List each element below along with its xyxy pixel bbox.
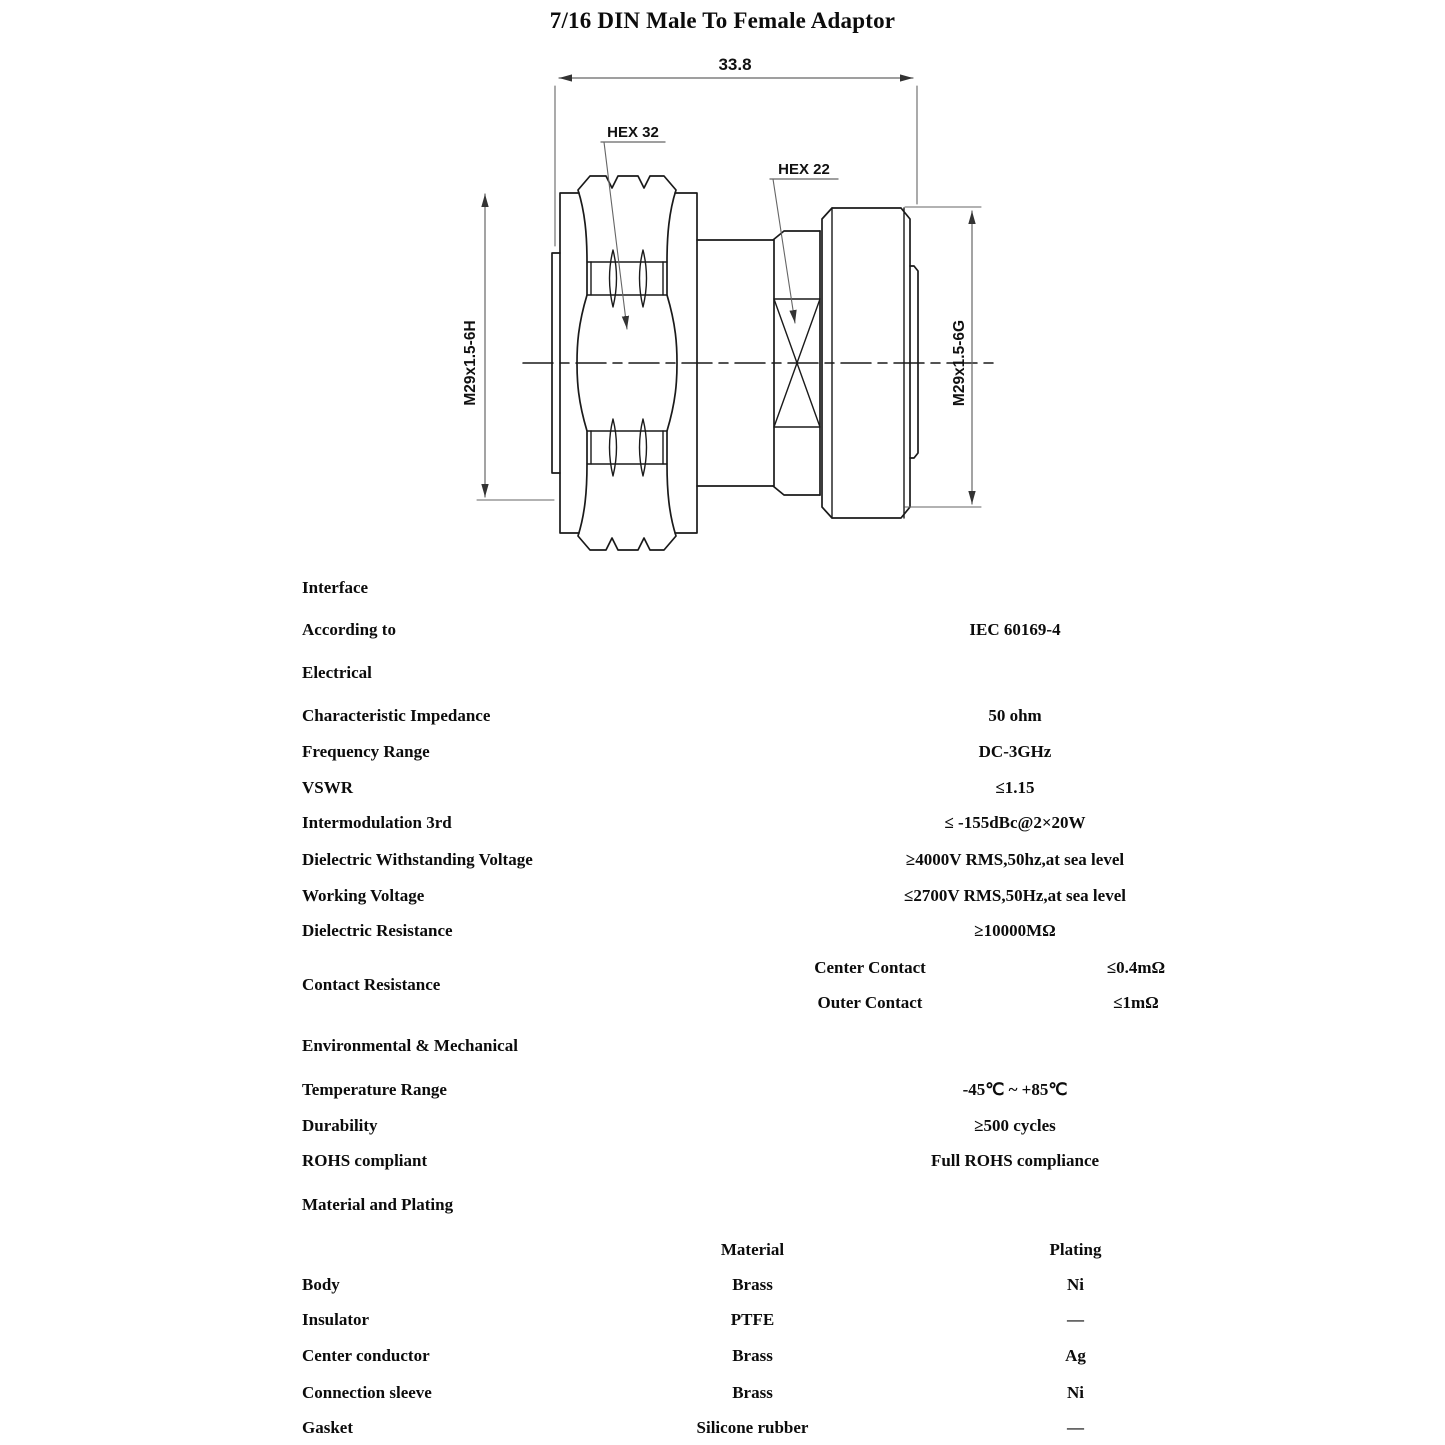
material-row-part: Center conductor [302, 1346, 430, 1365]
dwv-label: Dielectric Withstanding Voltage [302, 850, 533, 869]
dr-value: ≥10000MΩ [974, 921, 1056, 940]
material-row-material: PTFE [730, 1310, 775, 1329]
material-row-plating: — [1067, 1310, 1084, 1329]
section-electrical: Electrical [302, 663, 372, 682]
impedance-value: 50 ohm [988, 706, 1042, 725]
material-row-plating: — [1067, 1418, 1084, 1437]
frequency-label: Frequency Range [302, 742, 430, 761]
contact-resistance-label: Contact Resistance [302, 975, 441, 994]
durability-label: Durability [302, 1116, 378, 1135]
material-row-part: Gasket [302, 1418, 353, 1437]
impedance-label: Characteristic Impedance [302, 706, 491, 725]
vswr-value: ≤1.15 [995, 778, 1035, 797]
material-row-part: Body [302, 1275, 340, 1294]
dr-label: Dielectric Resistance [302, 921, 453, 940]
material-row-part: Insulator [302, 1310, 370, 1329]
center-contact-label: Center Contact [814, 958, 926, 977]
section-material: Material and Plating [302, 1195, 454, 1214]
section-interface: Interface [302, 578, 369, 597]
frequency-value: DC-3GHz [978, 742, 1052, 761]
page-title: 7/16 DIN Male To Female Adaptor [549, 8, 896, 33]
plating-column-header: Plating [1049, 1240, 1102, 1259]
overall-length-dim: 33.8 [718, 55, 752, 74]
durability-value: ≥500 cycles [974, 1116, 1056, 1135]
end-rim [910, 266, 918, 458]
material-row-material: Brass [732, 1275, 773, 1294]
material-row-material: Brass [732, 1346, 773, 1365]
rohs-label: ROHS compliant [302, 1151, 428, 1170]
material-row-material: Silicone rubber [696, 1418, 809, 1437]
outer-contact-value: ≤1mΩ [1113, 993, 1159, 1012]
hex22-label: HEX 22 [778, 161, 830, 178]
thread-right-label: M29x1.5-6G [951, 319, 968, 407]
according-label: According to [302, 620, 396, 639]
material-row-plating: Ag [1065, 1346, 1086, 1365]
center-contact-value: ≤0.4mΩ [1106, 958, 1166, 977]
material-column-header: Material [720, 1240, 785, 1259]
imd-value: ≤ -155dBc@2×20W [944, 813, 1086, 832]
hex22-section [773, 231, 820, 240]
according-value: IEC 60169-4 [969, 620, 1061, 639]
temperature-value: -45℃ ~ +85℃ [962, 1080, 1068, 1099]
wv-value: ≤2700V RMS,50Hz,at sea level [904, 886, 1126, 905]
outer-contact-label: Outer Contact [817, 993, 923, 1012]
thread-left-label: M29x1.5-6H [462, 320, 479, 406]
dwv-value: ≥4000V RMS,50hz,at sea level [905, 850, 1125, 869]
vswr-label: VSWR [302, 778, 354, 797]
technical-drawing [430, 50, 1010, 570]
section-environmental: Environmental & Mechanical [302, 1036, 518, 1055]
material-row-material: Brass [732, 1383, 773, 1402]
temperature-label: Temperature Range [302, 1080, 447, 1099]
rohs-value: Full ROHS compliance [930, 1151, 1100, 1170]
wv-label: Working Voltage [302, 886, 425, 905]
hex32-label: HEX 32 [607, 124, 659, 141]
imd-label: Intermodulation 3rd [302, 813, 452, 832]
material-row-part: Connection sleeve [302, 1383, 432, 1402]
material-row-plating: Ni [1067, 1383, 1084, 1402]
material-row-plating: Ni [1067, 1275, 1084, 1294]
